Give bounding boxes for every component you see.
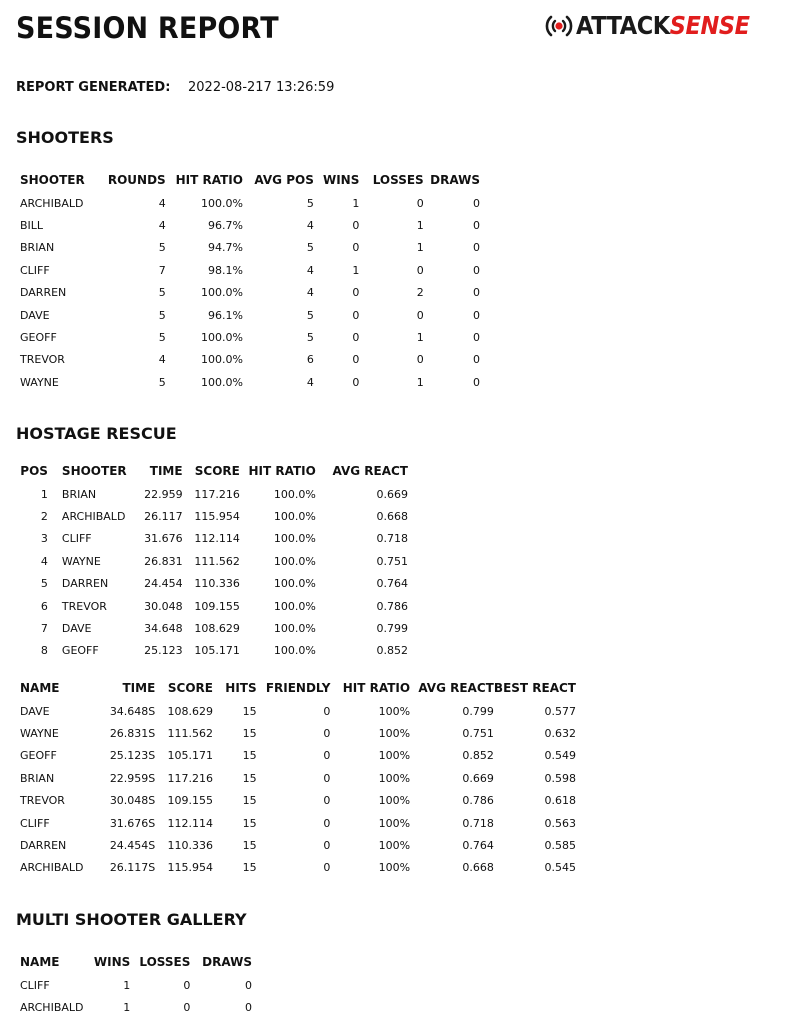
table-cell: 15	[242, 816, 257, 830]
table-row	[20, 700, 576, 722]
table-cell: 26.831S	[109, 727, 156, 741]
table-cell: 115.954	[167, 861, 213, 875]
column-header: BEST REACT	[493, 681, 576, 695]
table-cell: 100%	[378, 816, 411, 830]
column-header: TIME	[122, 681, 156, 695]
table-cell: 0	[323, 771, 331, 785]
table-cell: 100.0%	[273, 577, 316, 591]
table-cell: 96.1%	[208, 308, 243, 322]
table-cell: BRIAN	[20, 241, 55, 255]
table-cell: 22.959	[144, 487, 183, 501]
table-cell: 4	[306, 375, 314, 389]
table-row	[20, 259, 480, 281]
table-cell: 4	[158, 219, 166, 233]
table-cell: 0.669	[376, 487, 408, 501]
table-cell: 100.0%	[201, 196, 243, 210]
table-cell: 0.577	[544, 704, 576, 718]
table-cell: 110.336	[194, 577, 240, 591]
table-cell: 100%	[378, 727, 411, 741]
table-cell: 117.216	[167, 771, 213, 785]
table-cell: 5	[158, 375, 166, 389]
multi-shooter-gallery-heading: MULTI SHOOTER GALLERY	[16, 910, 247, 929]
table-cell: WAYNE	[20, 375, 59, 389]
table-cell: 100.0%	[273, 510, 316, 524]
column-header: SHOOTER	[61, 464, 127, 478]
table-cell: 0.549	[544, 749, 576, 763]
table-cell: 24.454S	[109, 839, 156, 853]
column-header: AVG REACT	[332, 464, 408, 478]
table-cell: 0.668	[376, 510, 408, 524]
table-cell: 5	[306, 241, 314, 255]
table-cell: ARCHIBALD	[20, 196, 84, 210]
table-cell: 100.0%	[273, 622, 316, 636]
column-header: HIT RATIO	[175, 173, 243, 187]
table-cell: 0.545	[544, 861, 576, 875]
table-cell: GEOFF	[61, 644, 99, 658]
table-cell: 117.216	[194, 487, 240, 501]
table-row	[20, 617, 408, 639]
table-cell: 105.171	[194, 644, 240, 658]
table-cell: 0	[473, 241, 480, 255]
table-cell: 31.676S	[109, 816, 156, 830]
table-cell: 5	[306, 331, 314, 345]
table-cell: DARREN	[20, 286, 67, 300]
shooters-heading: SHOOTERS	[16, 128, 114, 147]
column-header: NAME	[20, 681, 60, 695]
gallery-table	[20, 950, 252, 1019]
table-cell: 7	[158, 263, 166, 277]
table-cell: 0.618	[544, 794, 576, 808]
table-cell: 15	[242, 861, 257, 875]
table-cell: 4	[40, 554, 48, 568]
table-cell: 100.0%	[273, 644, 316, 658]
hostage-detail-table	[20, 676, 576, 879]
table-cell: 105.171	[167, 749, 213, 763]
table-cell: 0	[473, 353, 480, 367]
table-cell: 0	[183, 978, 191, 992]
table-row	[20, 595, 408, 617]
table-cell: 1	[352, 196, 360, 210]
shooters-table	[20, 168, 480, 394]
table-cell: 0.598	[544, 771, 576, 785]
table-row	[20, 304, 480, 326]
page-title: SESSION REPORT	[16, 11, 279, 45]
table-cell: 0	[245, 978, 252, 992]
column-header: AVG POS	[254, 173, 314, 187]
table-cell: 0	[473, 219, 480, 233]
table-cell: 0.668	[462, 861, 494, 875]
table-cell: 0	[352, 241, 360, 255]
table-cell: 0.718	[462, 816, 494, 830]
table-cell: 0.585	[544, 839, 576, 853]
table-cell: WAYNE	[20, 727, 59, 741]
attacksense-logo	[544, 8, 769, 44]
table-row	[20, 349, 480, 371]
table-row	[20, 812, 576, 834]
table-cell: BRIAN	[20, 771, 55, 785]
table-cell: CLIFF	[61, 532, 92, 546]
table-cell: 24.454	[144, 577, 183, 591]
table-cell: 15	[242, 727, 257, 741]
table-row	[20, 640, 408, 662]
table-cell: 0	[323, 816, 331, 830]
table-cell: WAYNE	[61, 554, 101, 568]
table-cell: 100.0%	[273, 487, 316, 501]
column-header: FRIENDLY	[265, 681, 331, 695]
table-cell: 0	[473, 263, 480, 277]
table-cell: 8	[40, 644, 48, 658]
table-cell: TREVOR	[20, 353, 65, 367]
table-cell: 94.7%	[208, 241, 243, 255]
table-cell: 0.852	[376, 644, 408, 658]
table-cell: 100.0%	[273, 554, 316, 568]
table-cell: ARCHIBALD	[61, 510, 126, 524]
table-cell: 0	[323, 749, 331, 763]
report-generated	[16, 80, 334, 95]
table-row	[20, 214, 480, 236]
table-cell: 100.0%	[201, 353, 243, 367]
table-cell: 4	[158, 196, 166, 210]
table-cell: 0	[245, 1001, 252, 1015]
table-cell: 26.117S	[109, 861, 156, 875]
table-cell: ARCHIBALD	[20, 861, 84, 875]
table-cell: 0	[473, 331, 480, 345]
logo-wordmark: ATTACKSENSE	[576, 11, 750, 40]
table-cell: 0	[473, 375, 480, 389]
table-cell: 0	[323, 861, 331, 875]
report-generated-value: 2022-08-217 13:26:59	[188, 80, 335, 95]
table-cell: 5	[158, 308, 166, 322]
table-cell: 0	[473, 196, 480, 210]
table-cell: 0	[323, 794, 331, 808]
column-header: HIT RATIO	[342, 681, 411, 695]
table-cell: 0.751	[462, 727, 494, 741]
table-cell: 4	[306, 263, 314, 277]
table-cell: 0.852	[462, 749, 494, 763]
table-cell: 4	[306, 286, 314, 300]
table-cell: 0.563	[544, 816, 576, 830]
column-header: SCORE	[194, 464, 240, 478]
table-cell: 15	[242, 749, 257, 763]
table-cell: 1	[352, 263, 360, 277]
table-row	[20, 550, 408, 572]
table-cell: 0	[473, 308, 480, 322]
table-row	[20, 282, 480, 304]
table-cell: GEOFF	[20, 749, 57, 763]
table-cell: 100.0%	[201, 286, 243, 300]
table-cell: 7	[40, 622, 48, 636]
table-cell: 100%	[378, 839, 411, 853]
table-cell: 5	[158, 331, 166, 345]
table-cell: CLIFF	[20, 263, 50, 277]
table-cell: 98.1%	[208, 263, 243, 277]
table-cell: ARCHIBALD	[20, 1001, 84, 1015]
table-row	[20, 505, 408, 527]
table-cell: 26.117	[144, 510, 183, 524]
column-header: WINS	[322, 173, 360, 187]
column-header: DRAWS	[202, 955, 252, 969]
table-row	[20, 326, 480, 348]
table-header-row	[20, 676, 576, 700]
table-row	[20, 528, 408, 550]
table-cell: 2	[40, 510, 48, 524]
table-cell: CLIFF	[20, 978, 50, 992]
hostage-rescue-heading: HOSTAGE RESCUE	[16, 424, 177, 443]
table-row	[20, 834, 576, 856]
table-row	[20, 745, 576, 767]
table-cell: 0	[416, 263, 424, 277]
table-cell: 0	[352, 375, 360, 389]
table-cell: 0	[323, 839, 331, 853]
table-cell: 6	[40, 599, 48, 613]
table-cell: 0.632	[544, 727, 576, 741]
table-cell: 30.048	[144, 599, 183, 613]
table-cell: 15	[242, 839, 257, 853]
table-row	[20, 767, 576, 789]
table-row	[20, 722, 576, 744]
table-cell: 0	[323, 704, 331, 718]
table-header-row	[20, 459, 408, 483]
table-cell: 111.562	[194, 554, 240, 568]
table-cell: 1	[416, 375, 424, 389]
table-cell: 100.0%	[201, 331, 243, 345]
table-cell: 0.786	[462, 794, 494, 808]
column-header: HIT RATIO	[248, 464, 316, 478]
table-cell: 1	[123, 978, 131, 992]
column-header: SHOOTER	[20, 173, 85, 187]
table-cell: 30.048S	[109, 794, 156, 808]
table-cell: 112.114	[194, 532, 240, 546]
table-cell: 3	[40, 532, 48, 546]
target-icon	[544, 11, 574, 41]
table-cell: 5	[306, 196, 314, 210]
table-cell: 6	[306, 353, 314, 367]
table-header-row	[20, 950, 252, 974]
table-row	[20, 974, 252, 996]
table-cell: 1	[416, 241, 424, 255]
column-header: SCORE	[167, 681, 213, 695]
table-cell: TREVOR	[20, 794, 65, 808]
table-cell: 109.155	[194, 599, 240, 613]
table-cell: DARREN	[20, 839, 67, 853]
table-cell: 0.799	[376, 622, 408, 636]
table-cell: 5	[158, 286, 166, 300]
table-cell: 100%	[378, 704, 411, 718]
table-cell: 0	[352, 219, 360, 233]
table-cell: GEOFF	[20, 331, 57, 345]
column-header: NAME	[20, 955, 60, 969]
column-header: WINS	[93, 955, 131, 969]
table-cell: 0	[352, 353, 360, 367]
table-cell: 0	[416, 353, 424, 367]
table-cell: 108.629	[167, 704, 213, 718]
table-cell: 96.7%	[208, 219, 243, 233]
table-cell: 0.764	[462, 839, 494, 853]
table-cell: DAVE	[20, 704, 50, 718]
table-cell: 0.764	[376, 577, 408, 591]
table-cell: 100%	[378, 861, 411, 875]
table-cell: DAVE	[20, 308, 50, 322]
table-cell: 31.676	[144, 532, 183, 546]
table-row	[20, 573, 408, 595]
table-cell: 0	[416, 196, 424, 210]
table-cell: 0	[352, 308, 360, 322]
table-cell: 1	[123, 1001, 131, 1015]
table-cell: 4	[158, 353, 166, 367]
column-header: LOSSES	[139, 955, 191, 969]
table-row	[20, 483, 408, 505]
table-row	[20, 996, 252, 1018]
column-header: POS	[20, 464, 48, 478]
table-cell: BILL	[20, 219, 44, 233]
table-cell: 5	[306, 308, 314, 322]
table-cell: 110.336	[167, 839, 213, 853]
table-cell: 100%	[378, 749, 411, 763]
column-header: TIME	[149, 464, 183, 478]
table-row	[20, 857, 576, 879]
table-cell: 2	[416, 286, 424, 300]
table-cell: 22.959S	[109, 771, 156, 785]
table-cell: 0	[183, 1001, 191, 1015]
table-cell: 25.123S	[109, 749, 156, 763]
table-cell: 1	[416, 219, 424, 233]
table-cell: 25.123	[144, 644, 183, 658]
table-cell: 100%	[378, 771, 411, 785]
table-row	[20, 237, 480, 259]
hostage-ranking-table	[20, 459, 408, 662]
table-cell: TREVOR	[61, 599, 107, 613]
table-cell: 0	[473, 286, 480, 300]
table-cell: 0.799	[462, 704, 494, 718]
table-cell: 0	[416, 308, 424, 322]
column-header: LOSSES	[372, 173, 424, 187]
table-cell: 108.629	[194, 622, 240, 636]
column-header: DRAWS	[430, 173, 480, 187]
table-cell: 34.648	[144, 622, 183, 636]
table-cell: 15	[242, 794, 257, 808]
table-cell: 0	[352, 331, 360, 345]
table-cell: 100.0%	[273, 532, 316, 546]
table-cell: 100.0%	[201, 375, 243, 389]
table-cell: DAVE	[61, 622, 92, 636]
report-generated-label: REPORT GENERATED:	[16, 80, 171, 95]
table-cell: 34.648S	[109, 704, 156, 718]
table-cell: 109.155	[167, 794, 213, 808]
table-row	[20, 790, 576, 812]
table-cell: 100.0%	[273, 599, 316, 613]
table-cell: 115.954	[194, 510, 240, 524]
table-cell: 0.786	[376, 599, 408, 613]
table-cell: 0.669	[462, 771, 494, 785]
table-cell: 15	[242, 771, 257, 785]
table-cell: 15	[242, 704, 257, 718]
table-cell: 4	[306, 219, 314, 233]
table-cell: 100%	[378, 794, 411, 808]
table-cell: 0	[323, 727, 331, 741]
table-cell: BRIAN	[61, 487, 97, 501]
table-cell: CLIFF	[20, 816, 50, 830]
table-cell: 0.751	[376, 554, 408, 568]
table-header-row	[20, 168, 480, 192]
table-cell: 0	[352, 286, 360, 300]
column-header: AVG REACT	[418, 681, 494, 695]
table-cell: 1	[40, 487, 48, 501]
table-cell: 5	[40, 577, 48, 591]
table-cell: 112.114	[167, 816, 213, 830]
table-cell: DARREN	[61, 577, 109, 591]
table-cell: 1	[416, 331, 424, 345]
table-row	[20, 371, 480, 393]
table-row	[20, 192, 480, 214]
column-header: ROUNDS	[107, 173, 166, 187]
column-header: HITS	[225, 681, 257, 695]
table-cell: 0.718	[376, 532, 408, 546]
table-cell: 111.562	[167, 727, 213, 741]
table-cell: 5	[158, 241, 166, 255]
table-cell: 26.831	[144, 554, 183, 568]
